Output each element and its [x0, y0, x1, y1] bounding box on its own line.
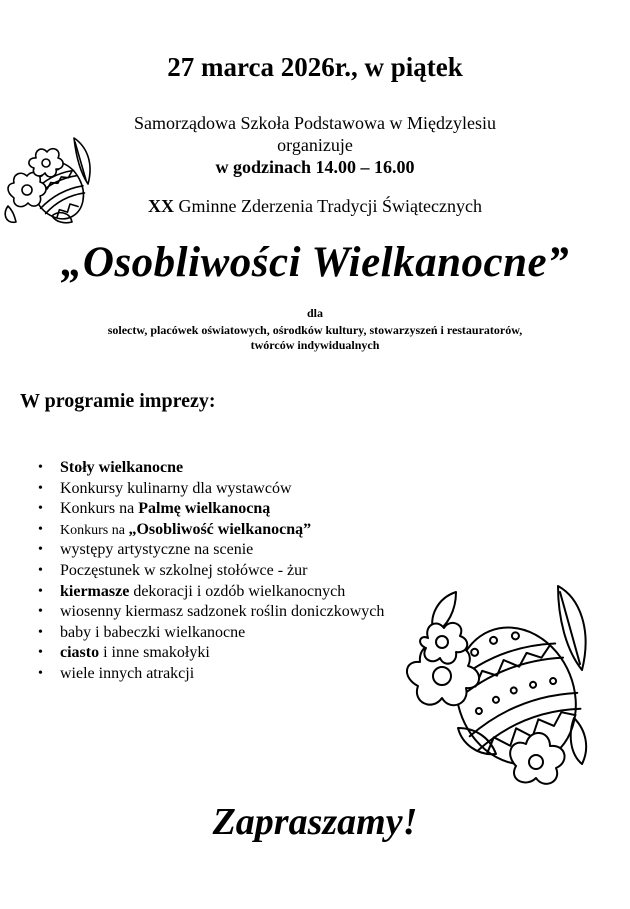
audience-for: dla: [306, 306, 323, 320]
main-title: „Osobliwości Wielkanocne”: [60, 239, 570, 286]
program-item: • Poczęstunek w szkolnej stołówce - żur: [38, 561, 384, 582]
program-item: • Stoły wielkanocne: [38, 458, 384, 479]
program-heading: W programie imprezy:: [20, 390, 216, 412]
event-edition: XX: [148, 196, 175, 216]
program-item: • baby i babeczki wielkanocne: [38, 623, 384, 644]
program-item: • wiosenny kiermasz sadzonek roślin doniczkowych: [38, 602, 384, 623]
easter-egg-flowers-icon: [0, 128, 104, 228]
program-item: • Konkursy kulinarny dla wystawców: [38, 479, 384, 500]
audience-line-2: twórców indywidualnych: [250, 338, 380, 352]
invitation: Zapraszamy!: [212, 801, 418, 843]
program-item: • Konkurs na Palmę wielkanocną: [38, 499, 384, 520]
program-item: • ciasto i inne smakołyki: [38, 643, 384, 664]
program-item: • występy artystyczne na scenie: [38, 540, 384, 561]
organizer-school: Samorządowa Szkoła Podstawowa w Międzylesiu: [134, 113, 496, 133]
organizes-text: organizuje: [277, 135, 353, 155]
program-item: • wiele innych atrakcji: [38, 664, 384, 685]
audience-line-1: solectw, placówek oświatowych, ośrodków kultury, stowarzyszeń i restauratorów,: [107, 323, 523, 337]
easter-egg-large-icon: [398, 578, 596, 790]
program-list: [38, 458, 384, 685]
event-name-text: Gminne Zderzenia Tradycji Świątecznych: [178, 196, 482, 216]
program-item: • kiermasze dekoracji i ozdób wielkanocnych: [38, 582, 384, 603]
program-item: • Konkurs na „Osobliwość wielkanocną”: [38, 520, 384, 541]
event-hours: w godzinach 14.00 – 16.00: [215, 157, 415, 177]
event-date: 27 marca 2026r., w piątek: [167, 52, 463, 82]
